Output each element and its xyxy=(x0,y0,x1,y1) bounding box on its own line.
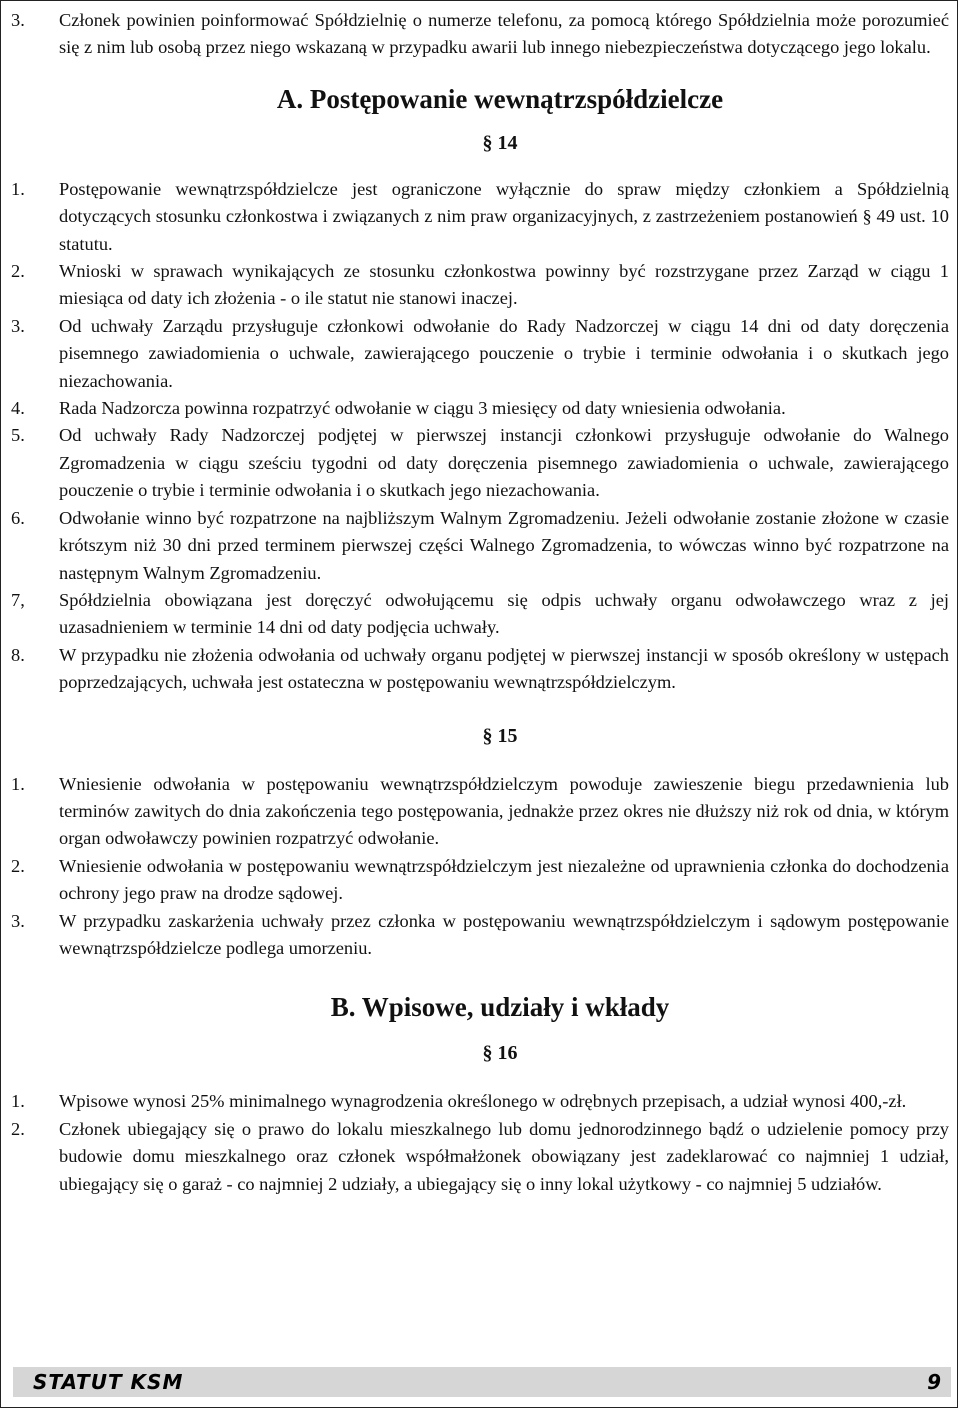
list-item xyxy=(11,853,949,908)
item-text: Odwołanie winno być rozpatrzone na najbliższym Walnym Zgromadzeniu. Jeżeli odwołanie zostanie złożone w czasie krótszym niż 30 dni przed terminem pierwszej części Walnego Zgromadzenia, to wówczas winno być rozpatrzone na następnym Walnym Zgromadzeniu. xyxy=(59,507,949,583)
item-text: Członek powinien poinformować Spółdzielnię o numerze telefonu, za pomocą którego Spółdzielnia może porozumieć się z nim lub osobą przez niego wskazaną w przypadku awarii lub innego niebezpieczeństwa dotyczącego jego lokalu. xyxy=(59,10,949,58)
paragraph-16-sign: § 16 xyxy=(482,1042,518,1065)
item-number: 7, xyxy=(11,589,25,610)
item-text: Wpisowe wynosi 25% minimalnego wynagrodzenia określonego w odrębnych przepisach, a udział wynosi 400,-zł. xyxy=(59,1091,907,1112)
item-text: Rada Nadzorcza powinna rozpatrzyć odwołanie w ciągu 3 miesięcy od daty wniesienia odwołania. xyxy=(59,398,786,419)
item-text: Wniesienie odwołania w postępowaniu wewnątrzspółdzielczym powoduje zawieszenie biegu przedawnienia lub terminów zawitych do dnia zakończenia tego postępowania, jednakże przez okres nie dłuższy niż rok od dnia, w którym organ odwoławczy powinien rozpatrzyć odwołanie. xyxy=(59,773,949,849)
item-number: 1. xyxy=(11,1091,25,1112)
item-number: 3. xyxy=(11,315,25,336)
item-number: 2. xyxy=(11,261,25,282)
item-number: 1. xyxy=(11,773,25,794)
item-number: 2. xyxy=(11,855,25,876)
list-item xyxy=(11,422,949,504)
list-item xyxy=(11,908,949,963)
item-text: Od uchwały Zarządu przysługuje członkowi odwołanie do Rady Nadzorczej w ciągu 14 dni od daty doręczenia pisemnego zawiadomienia o uchwale, zawierającego pouczenie o trybie i terminie odwołania i o skutkach jego niezachowania. xyxy=(59,315,949,391)
section-b-heading: B. Wpisowe, udziały i wkłady xyxy=(330,992,670,1023)
paragraph-16-list xyxy=(11,1088,949,1198)
item-text: Spółdzielnia obowiązana jest doręczyć odwołującemu się odpis uchwały organu odwoławczego wraz z jej uzasadnieniem w terminie 14 dni od daty podjęcia uchwały. xyxy=(59,589,949,638)
list-item xyxy=(11,1088,949,1115)
item-number: 5. xyxy=(11,425,25,446)
paragraph-14-list xyxy=(11,176,949,697)
item-number: 6. xyxy=(11,507,25,528)
paragraph-14-sign: § 14 xyxy=(482,131,518,154)
item-number: 3. xyxy=(11,10,25,30)
list-item xyxy=(11,258,949,313)
list-item xyxy=(11,505,949,587)
paragraph-15-sign: § 15 xyxy=(482,724,518,747)
item-number: 1. xyxy=(11,178,25,199)
item-number: 2. xyxy=(11,1118,25,1139)
item-number: 8. xyxy=(11,644,25,665)
list-item xyxy=(11,395,949,422)
page-footer xyxy=(13,1367,951,1397)
list-item xyxy=(11,587,949,642)
item-number: 3. xyxy=(11,910,25,931)
list-item xyxy=(11,313,949,395)
list-item xyxy=(11,1116,949,1198)
list-item xyxy=(11,176,949,258)
section-a-heading: A. Postępowanie wewnątrzspółdzielcze xyxy=(276,83,724,114)
document-content xyxy=(11,7,949,1198)
paragraph-15-list xyxy=(11,771,949,963)
item-text: Wnioski w sprawach wynikających ze stosunku członkostwa powinny być rozstrzygane przez Zarząd w ciągu 1 miesiąca od daty ich złożenia - o ile statut nie stanowi inaczej. xyxy=(59,261,949,309)
item-text: W przypadku nie złożenia odwołania od uchwały organu podjętej w pierwszej instancji w sposób określony w ustępach poprzedzających, uchwała jest ostateczna w postępowaniu wewnątrzspółdzielczym. xyxy=(59,644,949,693)
item-text: Wniesienie odwołania w postępowaniu wewnątrzspółdzielczym jest niezależne od uprawnienia członka do dochodzenia ochrony jego praw na drodze sądowej. xyxy=(59,855,949,904)
list-item xyxy=(11,771,949,853)
item-text: Od uchwały Rady Nadzorczej podjętej w pierwszej instancji członkowi przysługuje odwołanie do Walnego Zgromadzenia w ciągu sześciu tygodni od daty doręczenia pisemnego zawiadomienia o uchwale, zawierającego pouczenie o trybie i terminie odwołania i o skutkach jego niezachowania. xyxy=(59,425,949,501)
list-item xyxy=(11,642,949,697)
footer-title: STATUT KSM xyxy=(33,1370,184,1394)
item-text: W przypadku zaskarżenia uchwały przez członka w postępowaniu wewnątrzspółdzielczym i sądowym postępowanie wewnątrzspółdzielcze podlega umorzeniu. xyxy=(59,910,949,958)
page-number: 9 xyxy=(927,1370,941,1394)
item-text: Członek ubiegający się o prawo do lokalu mieszkalnego lub domu jednorodzinnego bądź o udzielenie pomocy przy budowie domu mieszkalnego oraz członek współmałżonek obowiązany jest zadeklarować co najmniej 1 udział, ubiegający się o garaż - co najmniej 2 udziały, a ubiegający się o inny lokal użytkowy - co najmniej 5 udziałów. xyxy=(59,1118,949,1194)
list-item xyxy=(11,7,949,62)
item-number: 4. xyxy=(11,398,25,419)
item-text: Postępowanie wewnątrzspółdzielcze jest ograniczone wyłącznie do spraw między członkiem a Spółdzielnią dotyczących stosunku członkostwa i związanych z nim praw organizacyjnych, z zastrzeżeniem postanowień § 49 ust. 10 statutu. xyxy=(59,178,949,254)
